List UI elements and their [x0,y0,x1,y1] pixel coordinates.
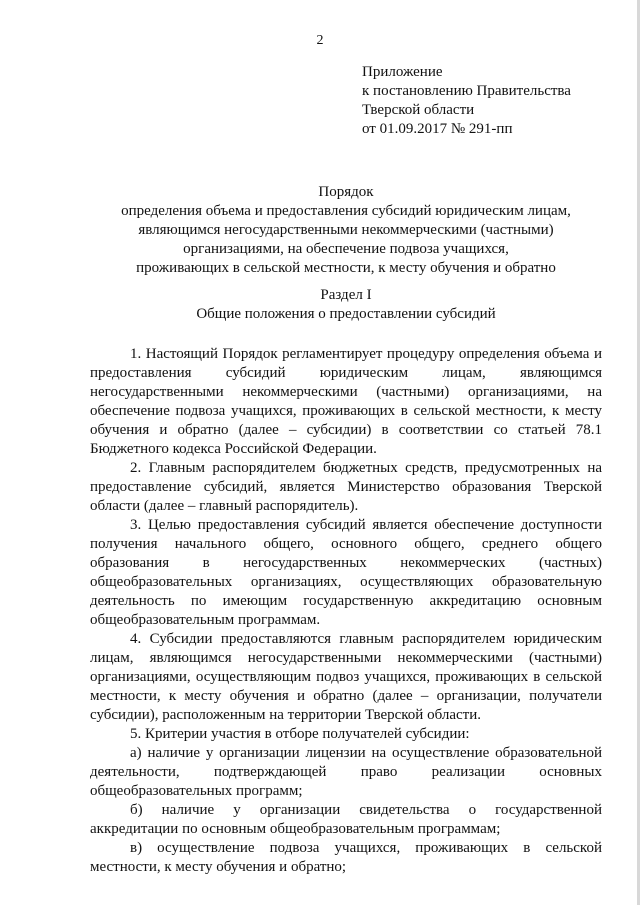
approval-line: от 01.09.2017 № 291-пп [362,121,513,137]
title-line: проживающих в сельской местности, к месту обучения и обратно [136,260,556,276]
paragraph: 4. Субсидии предоставляются главным распорядителем юридическим лицам, являющимся негосударственными некоммерческими (частными) организациями, осуществляющим подвоз учащихся, проживающих в сельской местности, к месту обучения и обратно (далее – организации, получатели субсидии), расположенным на территории Тверской области. [90,631,602,723]
approval-line: к постановлению Правительства [362,83,571,99]
paragraph: 3. Целью предоставления субсидий является обеспечение доступности получения начального общего, основного общего, среднего общего образования в негосударственных некоммерческих (частных) общеобразовательных организациях, осуществляющих образовательную деятельность по имеющим государственную аккредитацию основным общеобразовательным программам. [90,517,602,628]
approval-line: Приложение [362,64,443,80]
document-body [90,345,602,877]
paragraph: 5. Критерии участия в отборе получателей субсидии: [130,726,470,742]
paragraph: а) наличие у организации лицензии на осуществление образовательной деятельности, подтверждающей право реализации основных общеобразовательных программ; [90,745,602,799]
page-number: 2 [316,33,324,48]
section-heading [90,286,602,324]
section-number: Раздел I [320,287,372,303]
paragraph: в) осуществление подвоза учащихся, проживающих в сельской местности, к месту обучения и обратно; [90,840,602,875]
approval-line: Тверской области [362,102,475,118]
title-line: являющимся негосударственными некоммерческими (частными) [138,222,554,238]
paragraph: б) наличие у организации свидетельства о государственной аккредитации по основным общеобразовательным программам; [90,802,602,837]
paragraph: 2. Главным распорядителем бюджетных средств, предусмотренных на предоставление субсидий, является Министерство образования Тверской области (далее – главный распорядитель). [90,460,602,514]
title-line: определения объема и предоставления субсидий юридическим лицам, [121,203,571,219]
document-title [90,183,602,278]
title-line: организациями, на обеспечение подвоза учащихся, [183,241,509,257]
section-name: Общие положения о предоставлении субсидий [196,306,496,322]
approval-block [362,63,632,139]
paragraph: 1. Настоящий Порядок регламентирует процедуру определения объема и предоставления субсидий юридическим лицам, являющимся негосударственными некоммерческими (частными) организациями, на обеспечение подвоза учащихся, проживающих в сельской местности, к месту обучения и обратно (далее – субсидии) в соответствии со статьей 78.1 Бюджетного кодекса Российской Федерации. [90,346,602,457]
title-heading: Порядок [318,184,374,200]
